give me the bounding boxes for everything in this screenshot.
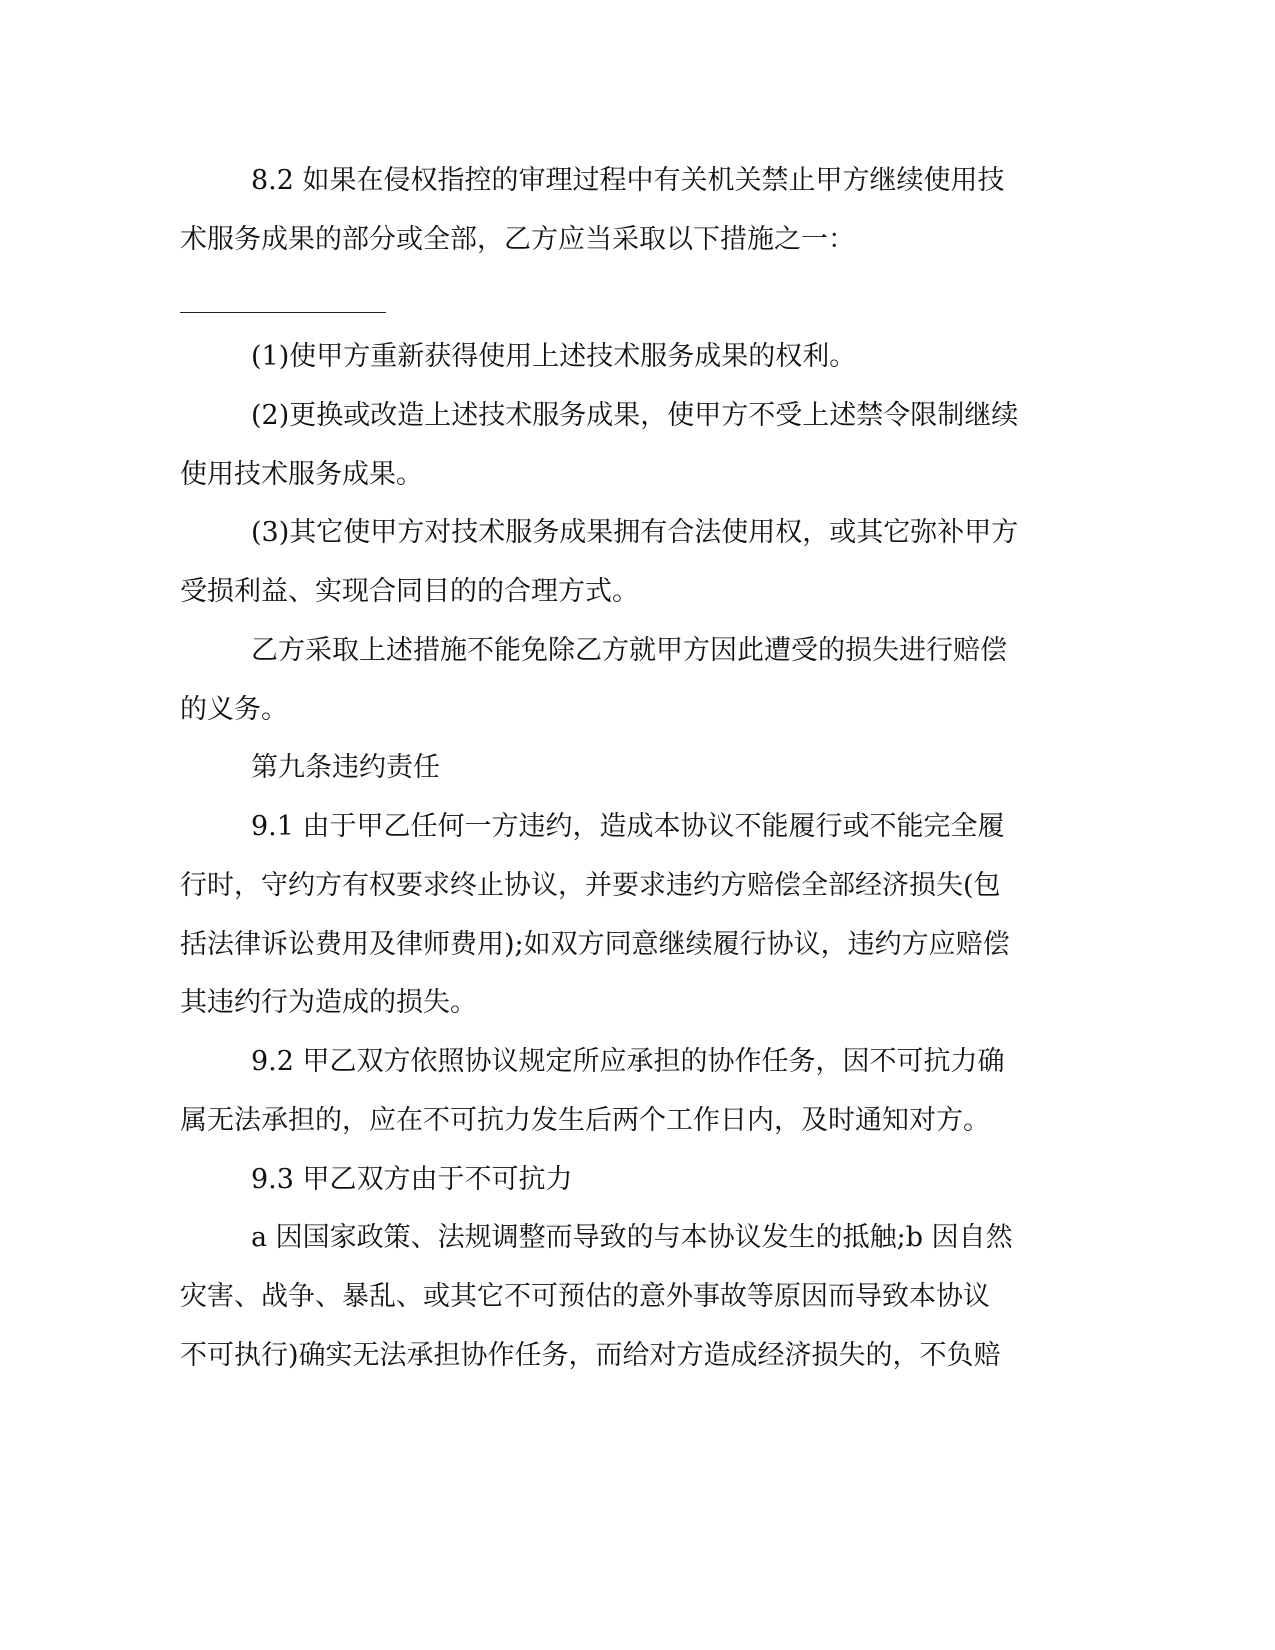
article-9-heading: 第九条违约责任 (251, 752, 440, 783)
clause-9-1-line-2: 行时，守约方有权要求终止协议，并要求违约方赔偿全部经济损失(包 (180, 870, 1001, 901)
force-majeure-line-2: 灾害、战争、暴乱、或其它不可预估的意外事故等原因而导致本协议 (180, 1281, 990, 1312)
compensation-note-line-1: 乙方采取上述措施不能免除乙方就甲方因此遭受的损失进行赔偿 (251, 635, 1007, 666)
measure-2-line-2: 使用技术服务成果。 (180, 459, 423, 490)
force-majeure-line-3: 不可执行)确实无法承担协作任务，而给对方造成经济损失的，不负赔 (180, 1340, 1001, 1371)
clause-9-1-line-3: 括法律诉讼费用及律师费用);如双方同意继续履行协议，违约方应赔偿 (180, 929, 1010, 960)
clause-8-2-line-2: 术服务成果的部分或全部，乙方应当采取以下措施之一： (180, 224, 855, 255)
measure-3-line-1: (3)其它使甲方对技术服务成果拥有合法使用权，或其它弥补甲方 (251, 517, 1019, 548)
clause-9-1-line-4: 其违约行为造成的损失。 (180, 987, 477, 1018)
force-majeure-line-1: a 因国家政策、法规调整而导致的与本协议发生的抵触;b 因自然 (251, 1222, 1013, 1253)
measure-3-line-2: 受损利益、实现合同目的的合理方式。 (180, 576, 639, 607)
clause-9-2-line-2: 属无法承担的，应在不可抗力发生后两个工作日内，及时通知对方。 (180, 1105, 990, 1136)
clause-8-2-line-1: 8.2 如果在侵权指控的审理过程中有关机关禁止甲方继续使用技 (251, 165, 1005, 196)
compensation-note-line-2: 的义务。 (180, 694, 288, 725)
measure-1-line: (1)使甲方重新获得使用上述技术服务成果的权利。 (251, 341, 857, 372)
clause-9-3-line: 9.3 甲乙双方由于不可抗力 (251, 1164, 573, 1195)
clause-9-1-line-1: 9.1 由于甲乙任何一方违约，造成本协议不能履行或不能完全履 (251, 811, 1005, 842)
blank-fill-line (180, 312, 386, 313)
measure-2-line-1: (2)更换或改造上述技术服务成果，使甲方不受上述禁令限制继续 (251, 400, 1019, 431)
clause-9-2-line-1: 9.2 甲乙双方依照协议规定所应承担的协作任务，因不可抗力确 (251, 1046, 1005, 1077)
